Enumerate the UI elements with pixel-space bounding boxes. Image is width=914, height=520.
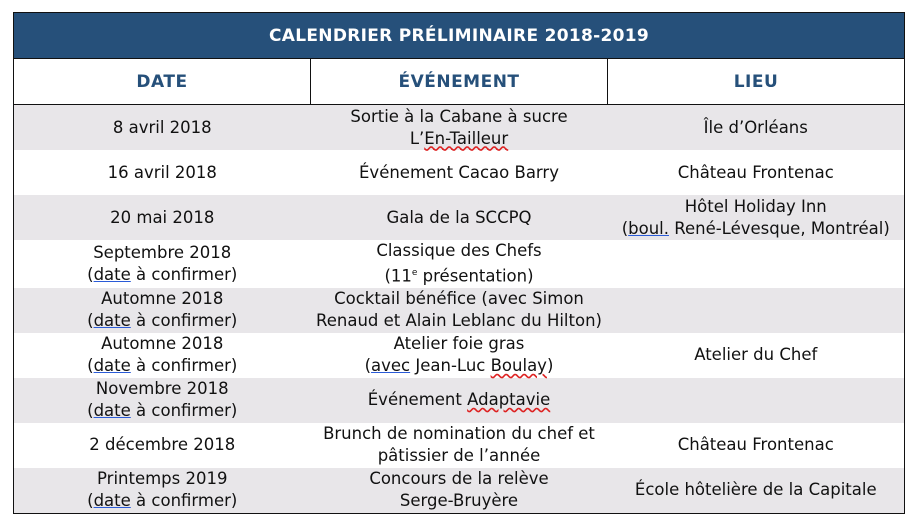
date-cell: [14, 195, 311, 240]
cell-text: Printemps 2019: [97, 469, 228, 488]
cell-text: Automne 2018: [101, 334, 224, 353]
cell-text: Gala de la SCCPQ: [386, 207, 532, 227]
place-cell: [608, 150, 905, 195]
underlined-text: avec: [371, 356, 411, 375]
place-cell: [608, 378, 905, 423]
cell-text: Hôtel Holiday Inn: [684, 196, 827, 216]
cell-line: [14, 490, 311, 512]
cell-line: [311, 468, 608, 490]
place-cell: [608, 240, 905, 288]
cell-line: [608, 117, 905, 139]
cell-text: Cocktail bénéfice (avec Simon: [334, 289, 584, 308]
cell-line: [311, 490, 608, 512]
cell-line: [608, 434, 905, 456]
event-cell: [311, 423, 608, 468]
event-cell: [311, 378, 608, 423]
cell-text: (: [87, 356, 94, 375]
event-cell: [311, 105, 608, 151]
date-cell: [14, 150, 311, 195]
cell-text: Événement Cacao Barry: [359, 162, 559, 182]
event-cell: [311, 333, 608, 378]
cell-line: [14, 264, 311, 286]
cell-line: [311, 162, 608, 184]
cell-line: [311, 288, 608, 310]
cell-text: à confirmer): [130, 401, 238, 420]
cell-text: Automne 2018: [101, 289, 224, 308]
cell-text: (: [87, 264, 94, 284]
place-cell: [608, 195, 905, 240]
cell-text: Sortie à la Cabane à sucre: [350, 106, 568, 126]
cell-line: [311, 262, 608, 288]
cell-line: [14, 310, 311, 332]
underlined-text: date: [93, 401, 131, 420]
underlined-text: Adaptavie: [467, 390, 551, 409]
underlined-text: date: [93, 356, 131, 375]
cell-line: [311, 423, 608, 445]
cell-text: Île d’Orléans: [703, 117, 808, 137]
cell-text: René-Lévesque, Montréal): [669, 218, 890, 238]
cell-line: [14, 288, 311, 310]
cell-text: Événement: [367, 390, 468, 409]
cell-line: [311, 310, 608, 332]
cell-line: [608, 344, 905, 366]
cell-text: Atelier du Chef: [694, 345, 818, 364]
place-cell: [608, 105, 905, 151]
cell-text: pâtissier de l’année: [377, 446, 541, 465]
table-row: [14, 333, 905, 378]
cell-text: 20 mai 2018: [110, 207, 215, 227]
cell-text: (: [87, 311, 94, 330]
table-row: [14, 423, 905, 468]
table-row: [14, 378, 905, 423]
place-cell: [608, 468, 905, 514]
column-header-place: LIEU: [608, 59, 905, 105]
table-title: CALENDRIER PRÉLIMINAIRE 2018-2019: [14, 13, 905, 59]
cell-line: [14, 355, 311, 377]
cell-text: présentation): [417, 266, 534, 286]
cell-line: [311, 106, 608, 128]
calendar-table: [13, 12, 905, 514]
date-cell: [14, 333, 311, 378]
cell-line: [14, 434, 311, 456]
cell-line: [14, 117, 311, 139]
cell-text: Château Frontenac: [677, 162, 834, 182]
cell-text: (: [87, 401, 94, 420]
underlined-text: Boulay: [490, 356, 547, 375]
cell-text: 2 décembre 2018: [89, 435, 236, 454]
event-cell: [311, 468, 608, 514]
cell-line: [14, 207, 311, 229]
cell-text: Novembre 2018: [95, 379, 229, 398]
table-row: [14, 288, 905, 333]
cell-text: (: [621, 218, 629, 238]
cell-line: [311, 333, 608, 355]
cell-text: (: [87, 491, 94, 510]
table-row: [14, 105, 905, 151]
cell-text: Brunch de nomination du chef et: [323, 424, 595, 443]
cell-line: [608, 479, 905, 501]
cell-text: ): [546, 356, 554, 375]
cell-line: [14, 162, 311, 184]
cell-line: [311, 240, 608, 262]
place-cell: [608, 423, 905, 468]
underlined-text: date: [93, 311, 131, 330]
table-row: [14, 240, 905, 288]
cell-text: Septembre 2018: [93, 242, 232, 262]
cell-text: à confirmer): [130, 311, 238, 330]
cell-line: [14, 378, 311, 400]
table-row: [14, 468, 905, 514]
cell-line: [608, 196, 905, 218]
cell-text: Château Frontenac: [677, 435, 834, 454]
cell-line: [311, 389, 608, 411]
cell-text: à confirmer): [130, 356, 238, 375]
cell-line: [311, 445, 608, 467]
cell-text: 8 avril 2018: [112, 117, 212, 137]
cell-text: Concours de la relève: [369, 469, 549, 488]
cell-text: à confirmer): [130, 491, 238, 510]
cell-line: [14, 242, 311, 264]
event-cell: [311, 288, 608, 333]
place-cell: [608, 333, 905, 378]
underlined-text: date: [93, 491, 131, 510]
cell-text: 16 avril 2018: [107, 162, 217, 182]
cell-text: Renaud et Alain Leblanc du Hilton): [316, 311, 602, 330]
column-header-event: ÉVÉNEMENT: [311, 59, 608, 105]
date-cell: [14, 105, 311, 151]
event-cell: [311, 240, 608, 288]
cell-text: École hôtelière de la Capitale: [634, 480, 877, 499]
cell-line: [14, 333, 311, 355]
cell-line: [608, 162, 905, 184]
cell-text: Jean-Luc: [410, 356, 491, 375]
table-row: [14, 195, 905, 240]
date-cell: [14, 288, 311, 333]
cell-text: Serge-Bruyère: [399, 491, 519, 510]
cell-text: (11: [384, 266, 412, 286]
cell-text: (: [364, 356, 372, 375]
cell-text: Classique des Chefs: [376, 241, 542, 260]
column-header-date: DATE: [14, 59, 311, 105]
cell-text: Atelier foie gras: [393, 334, 525, 353]
cell-text: à confirmer): [130, 264, 238, 284]
table-row: [14, 150, 905, 195]
date-cell: [14, 468, 311, 514]
date-cell: [14, 378, 311, 423]
event-cell: [311, 150, 608, 195]
cell-line: [14, 400, 311, 422]
underlined-text: En-Tailleur: [424, 128, 509, 148]
date-cell: [14, 240, 311, 288]
underlined-text: date: [93, 264, 131, 284]
place-cell: [608, 288, 905, 333]
cell-text: L’: [409, 128, 425, 148]
cell-text: e: [411, 268, 418, 278]
event-cell: [311, 195, 608, 240]
cell-line: [311, 355, 608, 377]
cell-line: [608, 218, 905, 240]
cell-line: [311, 128, 608, 150]
cell-line: [14, 468, 311, 490]
cell-line: [311, 207, 608, 229]
underlined-text: boul.: [628, 218, 669, 238]
date-cell: [14, 423, 311, 468]
